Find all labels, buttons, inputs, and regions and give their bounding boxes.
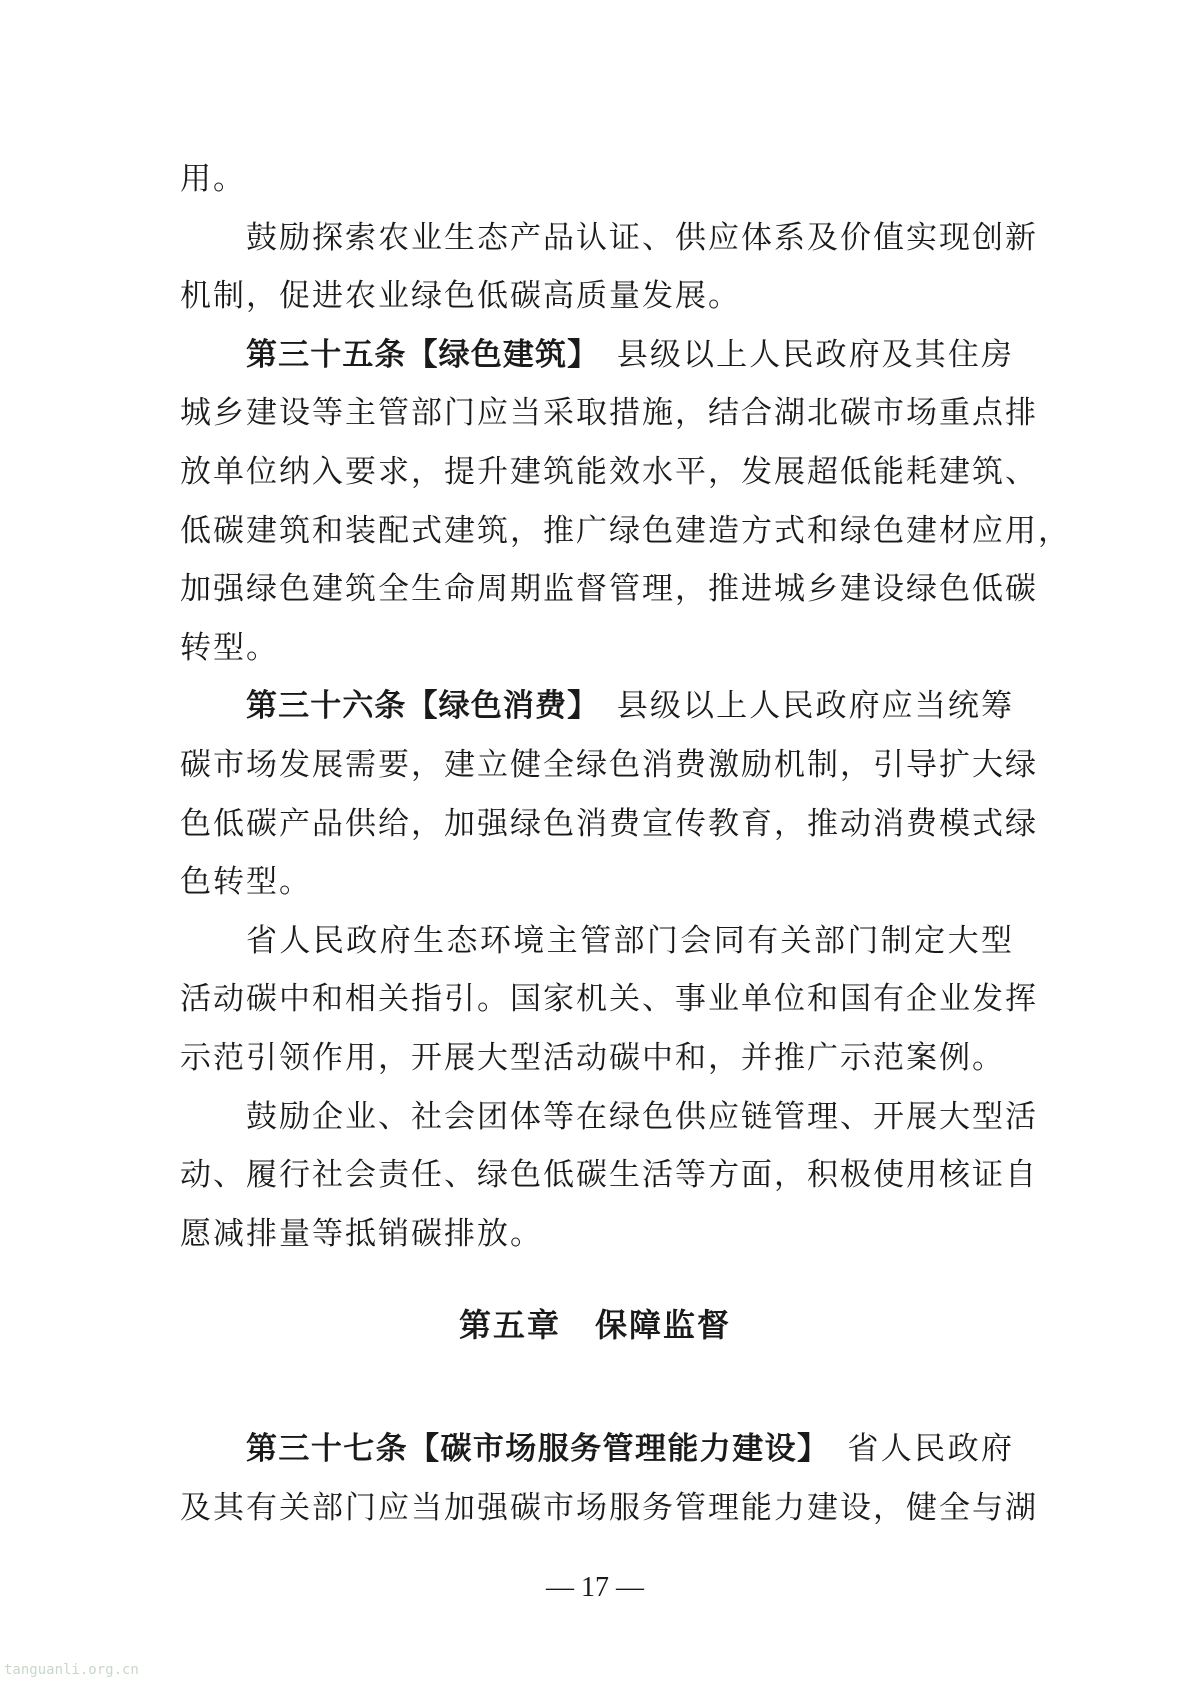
text-line xyxy=(180,560,1038,619)
line-text: 转型。 xyxy=(180,629,279,666)
page-number: — 17 — xyxy=(546,1572,644,1603)
line-text: 低碳建筑和装配式建筑，推广绿色建造方式和绿色建材应用， xyxy=(180,512,1071,549)
line-text: 县级以上人民政府应当统筹 xyxy=(583,688,1015,725)
text-line xyxy=(180,502,1071,561)
line-text: 鼓励企业、社会团体等在绿色供应链管理、开展大型活 xyxy=(246,1098,1038,1135)
text-line xyxy=(180,736,1038,795)
line-text: 用。 xyxy=(180,161,246,197)
text-line xyxy=(180,619,1014,678)
line-text: 省人民政府 xyxy=(813,1431,1015,1467)
text-line xyxy=(180,326,1014,385)
text-line xyxy=(180,150,1014,209)
line-text: 鼓励探索农业生态产品认证、供应体系及价值实现创新 xyxy=(246,219,1038,256)
text-line xyxy=(180,1479,1038,1538)
text-line xyxy=(180,795,1038,854)
text-line xyxy=(180,1420,1014,1479)
line-text: 愿减排量等抵销碳排放。 xyxy=(180,1215,543,1252)
text-line xyxy=(180,1146,1038,1205)
text-line xyxy=(180,443,1038,502)
line-text: 城乡建设等主管部门应当采取措施，结合湖北碳市场重点排 xyxy=(180,395,1038,432)
chapter-heading: 第五章 保障监督 xyxy=(458,1306,731,1344)
line-text: 活动碳中和相关指引。国家机关、事业单位和国有企业发挥 xyxy=(180,981,1038,1018)
line-text: 加强绿色建筑全生命周期监督管理，推进城乡建设绿色低碳 xyxy=(180,571,1038,608)
text-line xyxy=(180,853,1014,912)
text-line xyxy=(180,677,1014,736)
text-line xyxy=(180,384,1038,443)
watermark: tanguanli.org.cn xyxy=(4,1662,139,1678)
line-text: 示范引领作用，开展大型活动碳中和，并推广示范案例。 xyxy=(180,1039,1005,1076)
line-text: 色转型。 xyxy=(180,864,312,901)
text-line xyxy=(180,1088,1038,1147)
article-title: 第三十七条【碳市场服务管理能力建设】 xyxy=(246,1431,814,1467)
text-line xyxy=(180,1205,1014,1264)
article-title: 第三十六条【绿色消费】 xyxy=(246,688,584,725)
line-text: 动、履行社会责任、绿色低碳生活等方面，积极使用核证自 xyxy=(180,1157,1038,1194)
line-text: 放单位纳入要求，提升建筑能效水平，发展超低能耗建筑、 xyxy=(180,453,1038,490)
text-line xyxy=(180,209,1038,268)
text-line xyxy=(180,267,1014,326)
line-text: 县级以上人民政府及其住房 xyxy=(583,336,1015,373)
body-text xyxy=(180,150,1071,1263)
line-text: 碳市场发展需要，建立健全绿色消费激励机制，引导扩大绿 xyxy=(180,746,1038,783)
line-text: 省人民政府生态环境主管部门会同有关部门制定大型 xyxy=(246,922,1014,959)
line-text: 机制，促进农业绿色低碳高质量发展。 xyxy=(180,278,741,315)
article-title: 第三十五条【绿色建筑】 xyxy=(246,336,584,373)
body-text-continued xyxy=(180,1420,1038,1537)
line-text: 色低碳产品供给，加强绿色消费宣传教育，推动消费模式绿 xyxy=(180,805,1038,842)
text-line xyxy=(180,1029,1014,1088)
line-text: 及其有关部门应当加强碳市场服务管理能力建设，健全与湖 xyxy=(180,1489,1038,1526)
text-line xyxy=(180,970,1038,1029)
text-line xyxy=(180,912,1014,971)
